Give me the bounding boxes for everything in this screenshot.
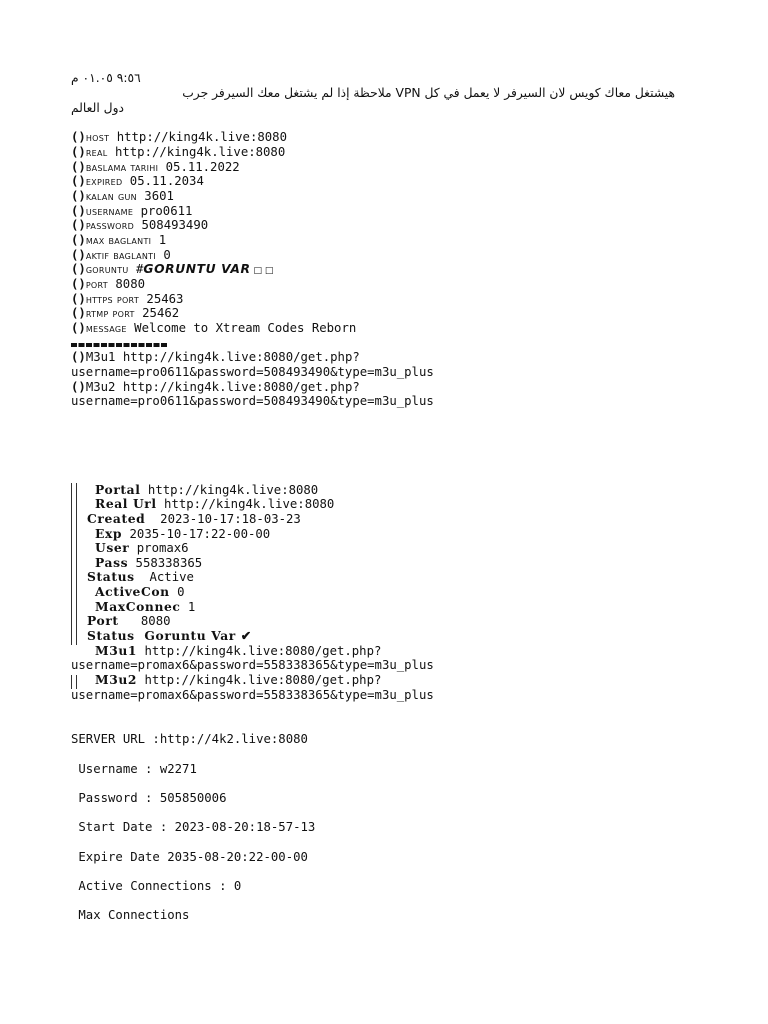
arabic-note-continued: دول العالم xyxy=(71,101,125,115)
m3u2-query: username=pro0611&password=508493490&type=m3u_plus xyxy=(71,394,434,408)
m3u1-query: username=pro0611&password=508493490&type=m3u_plus xyxy=(71,365,434,379)
arabic-note: هيشتغل معاك كويس لان السيرفر لا يعمل في كل VPN ملاحظة إذا لم يشتغل معك السيرفر جرب xyxy=(182,86,675,100)
username-line: Username : w2271 xyxy=(71,762,197,776)
m3u1-row: ()M3u1 http://king4k.live:8080/get.php? xyxy=(71,350,360,364)
expired-row: ()expıred 05.11.2034 xyxy=(71,174,204,188)
active-connections-line: Active Connections : 0 xyxy=(71,879,242,893)
m3u1-query-2: username=promax6&password=558338365&type=m3u_plus xyxy=(71,658,434,672)
real-row: ()real http://king4k.live:8080 xyxy=(71,145,286,159)
real-url-row: Real Url http://king4k.live:8080 xyxy=(95,496,335,511)
created-row: Created 2023-10-17:18-03-23 xyxy=(87,511,301,526)
server-url: SERVER URL :http://4k2.live:8080 xyxy=(71,732,308,746)
user-row: User promax6 xyxy=(95,540,189,555)
port-row-2: Port 8080 xyxy=(87,613,171,628)
left-border-bar xyxy=(71,675,77,689)
m3u2-row-2: M3u2 http://king4k.live:8080/get.php? xyxy=(95,672,382,687)
max-connec-row: MaxConnec 1 xyxy=(95,599,196,614)
pass-row: Pass 558338365 xyxy=(95,555,203,570)
m3u1-row-2: M3u1 http://king4k.live:8080/get.php? xyxy=(95,643,382,658)
separator-bar xyxy=(71,336,168,351)
host-row: ()host http://king4k.live:8080 xyxy=(71,130,287,144)
rtmp-port-row: ()rtmp port 25462 xyxy=(71,306,180,320)
active-connections-row: ()aktıf baglantı 0 xyxy=(71,248,171,262)
username-row: ()username pro0611 xyxy=(71,204,193,218)
status-goruntu-row: Status Goruntu Var ✔ xyxy=(87,628,252,643)
max-connections-row: ()max baglantı 1 xyxy=(71,233,167,247)
status-row: Status Active xyxy=(87,569,194,584)
port-row: ()port 8080 xyxy=(71,277,146,291)
start-date-line: Start Date : 2023-08-20:18-57-13 xyxy=(71,820,316,834)
arabic-datetime: ٩:٥٦ ٠١.٠٥ م xyxy=(71,71,141,85)
m3u2-query-2: username=promax6&password=558338365&type=m3u_plus xyxy=(71,688,434,702)
password-row: ()password 508493490 xyxy=(71,218,209,232)
active-con-row: ActiveCon 0 xyxy=(95,584,185,599)
goruntu-row: ()goruntu #GORUNTU VAR □ □ xyxy=(71,262,274,276)
password-line: Password : 505850006 xyxy=(71,791,227,805)
https-port-row: ()https port 25463 xyxy=(71,292,184,306)
portal-row: Portal http://king4k.live:8080 xyxy=(95,482,319,497)
message-row: ()message Welcome to Xtream Codes Reborn xyxy=(71,321,357,335)
expire-date-line: Expire Date 2035-08-20:22-00-00 xyxy=(71,850,308,864)
start-date-row: ()baslama tarıhı 05.11.2022 xyxy=(71,160,240,174)
left-border-bar xyxy=(71,483,77,645)
days-left-row: ()kalan gun 3601 xyxy=(71,189,174,203)
exp-row: Exp 2035-10-17:22-00-00 xyxy=(95,526,271,541)
m3u2-row: ()M3u2 http://king4k.live:8080/get.php? xyxy=(71,380,360,394)
max-connections-line: Max Connections xyxy=(71,908,190,922)
